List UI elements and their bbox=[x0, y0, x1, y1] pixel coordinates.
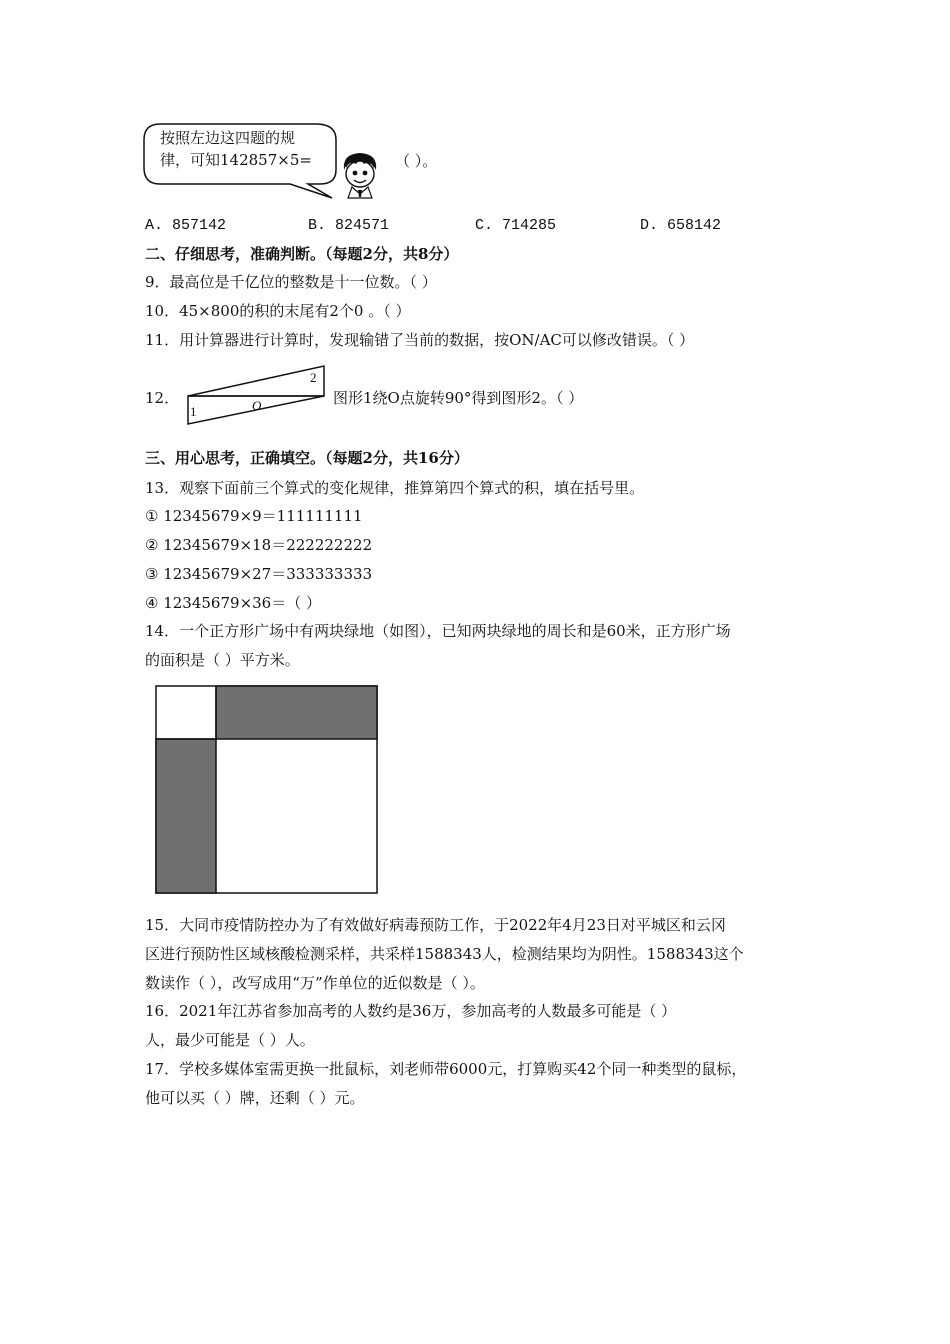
bubble-line-1: 按照左边这四题的规 bbox=[160, 129, 296, 147]
question-12-number: 12． bbox=[145, 389, 180, 407]
q8-answer-blank[interactable]: （ ）。 bbox=[395, 152, 438, 170]
rotation-figure bbox=[184, 362, 330, 428]
figure-label-o: O bbox=[252, 398, 262, 413]
section-3-title: 三、用心思考，正确填空。（每题2分，共16分） bbox=[145, 449, 469, 467]
option-a[interactable]: A. 857142 bbox=[145, 217, 227, 234]
section-2-title: 二、仔细思考，准确判断。（每题2分，共8分） bbox=[145, 245, 459, 263]
figure-label-1: 1 bbox=[190, 404, 197, 419]
cartoon-boy-icon bbox=[338, 150, 382, 200]
equation-4: ④ 12345679×36＝（ ） bbox=[145, 594, 321, 612]
option-b[interactable]: B. 824571 bbox=[308, 217, 390, 234]
question-14-line-2: 的面积是（ ）平方米。 bbox=[145, 651, 300, 669]
question-13: 13．观察下面前三个算式的变化规律，推算第四个算式的积，填在括号里。 bbox=[145, 479, 645, 497]
question-11: 11．用计算器进行计算时，发现输错了当前的数据，按ON/AC可以修改错误。（ ） bbox=[145, 331, 695, 349]
bubble-line-2: 律，可知142857×5= bbox=[160, 151, 312, 169]
green-area-top bbox=[216, 686, 377, 739]
square-plaza-figure bbox=[155, 685, 379, 895]
question-16-line-2: 人，最少可能是（ ）人。 bbox=[145, 1031, 315, 1049]
question-15-line-1: 15．大同市疫情防控办为了有效做好病毒预防工作，于2022年4月23日对平城区和云冈 bbox=[145, 916, 726, 934]
question-9: 9．最高位是千亿位的整数是十一位数。（ ） bbox=[145, 273, 437, 291]
question-17-line-1: 17．学校多媒体室需更换一批鼠标，刘老师带6000元，打算购买42个同一种类型的鼠标， bbox=[145, 1060, 747, 1078]
option-d[interactable]: D. 658142 bbox=[640, 217, 722, 234]
question-15-line-2: 区进行预防性区域核酸检测采样，共采样1588343人，检测结果均为阴性。1588343这个 bbox=[145, 945, 744, 963]
question-14-line-1: 14．一个正方形广场中有两块绿地（如图），已知两块绿地的周长和是60米，正方形广场 bbox=[145, 622, 731, 640]
question-10: 10．45×800的积的末尾有2个0 。（ ） bbox=[145, 302, 411, 320]
question-17-line-2: 他可以买（ ）牌，还剩（ ）元。 bbox=[145, 1089, 365, 1107]
question-15-line-3: 数读作（ ），改写成用“万”作单位的近似数是（ ）。 bbox=[145, 974, 485, 992]
option-c[interactable]: C. 714285 bbox=[475, 217, 557, 234]
question-16-line-1: 16．2021年江苏省参加高考的人数约是36万，参加高考的人数最多可能是（ ） bbox=[145, 1002, 677, 1020]
question-12-text: 图形1绕O点旋转90°得到图形2。（ ） bbox=[333, 389, 584, 407]
figure-label-2: 2 bbox=[310, 370, 317, 385]
equation-3: ③ 12345679×27＝333333333 bbox=[145, 565, 373, 583]
equation-1: ① 12345679×9＝111111111 bbox=[145, 507, 363, 525]
green-area-left bbox=[156, 739, 216, 893]
equation-2: ② 12345679×18＝222222222 bbox=[145, 536, 373, 554]
